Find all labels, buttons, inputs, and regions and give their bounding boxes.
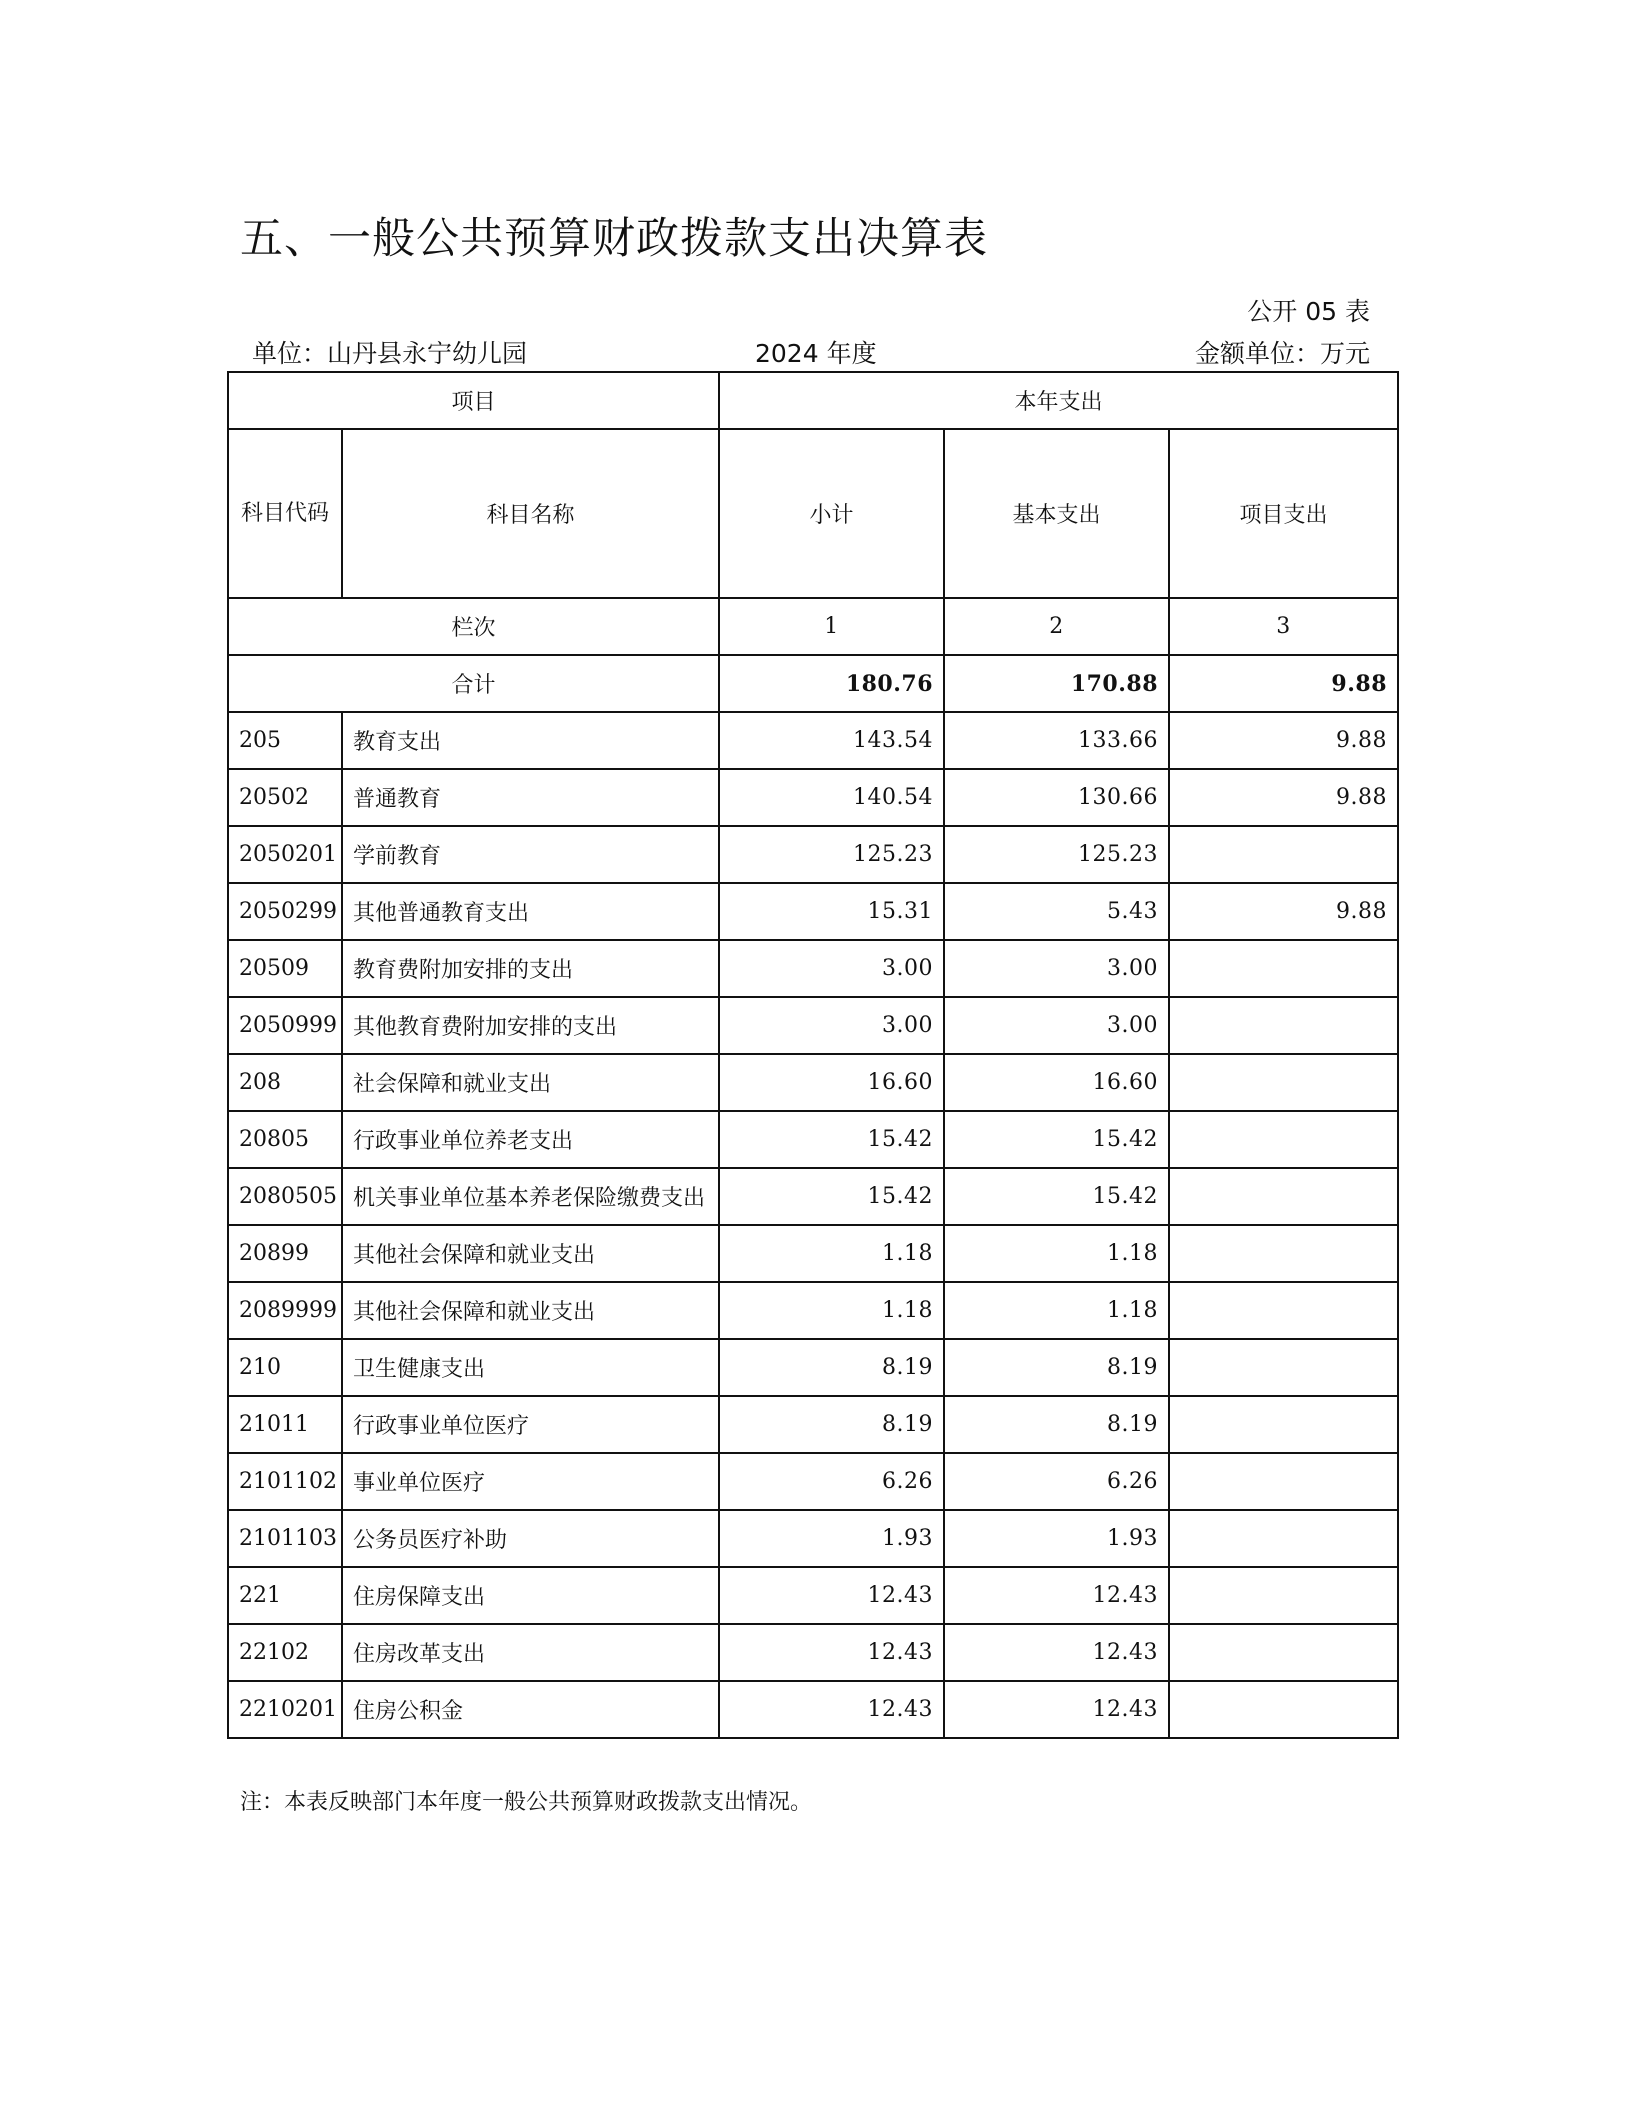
row-project bbox=[1169, 1510, 1398, 1567]
total-row bbox=[228, 655, 1398, 712]
row-code: 205 bbox=[228, 712, 342, 769]
table-row bbox=[228, 1111, 1398, 1168]
row-basic: 1.93 bbox=[944, 1510, 1169, 1567]
row-code: 20502 bbox=[228, 769, 342, 826]
column-2-index: 2 bbox=[944, 598, 1169, 655]
column-order-row bbox=[228, 598, 1398, 655]
table-row bbox=[228, 769, 1398, 826]
table-row bbox=[228, 1054, 1398, 1111]
row-project bbox=[1169, 1453, 1398, 1510]
row-name: 事业单位医疗 bbox=[342, 1453, 719, 1510]
row-code: 2050999 bbox=[228, 997, 342, 1054]
row-basic: 130.66 bbox=[944, 769, 1169, 826]
row-project bbox=[1169, 940, 1398, 997]
header-current-year-expense: 本年支出 bbox=[719, 372, 1398, 429]
row-subtotal: 140.54 bbox=[719, 769, 944, 826]
fiscal-year: 2024 年度 bbox=[755, 339, 877, 368]
row-basic: 125.23 bbox=[944, 826, 1169, 883]
table-row bbox=[228, 1225, 1398, 1282]
row-name: 住房公积金 bbox=[342, 1681, 719, 1738]
row-code: 22102 bbox=[228, 1624, 342, 1681]
header-row-1 bbox=[228, 372, 1398, 429]
table-row bbox=[228, 1510, 1398, 1567]
row-code: 2080505 bbox=[228, 1168, 342, 1225]
page-title: 五、一般公共预算财政拨款支出决算表 bbox=[240, 214, 988, 264]
row-project bbox=[1169, 1225, 1398, 1282]
column-1-index: 1 bbox=[719, 598, 944, 655]
row-project bbox=[1169, 826, 1398, 883]
table-row bbox=[228, 826, 1398, 883]
form-number: 公开 05 表 bbox=[1247, 297, 1370, 326]
table-row bbox=[228, 712, 1398, 769]
table-row bbox=[228, 1168, 1398, 1225]
total-subtotal: 180.76 bbox=[719, 655, 944, 712]
row-basic: 12.43 bbox=[944, 1567, 1169, 1624]
row-code: 20805 bbox=[228, 1111, 342, 1168]
row-name: 学前教育 bbox=[342, 826, 719, 883]
row-project: 9.88 bbox=[1169, 712, 1398, 769]
row-basic: 15.42 bbox=[944, 1168, 1169, 1225]
table-row bbox=[228, 1396, 1398, 1453]
row-name: 机关事业单位基本养老保险缴费支出 bbox=[342, 1168, 719, 1225]
row-name: 公务员医疗补助 bbox=[342, 1510, 719, 1567]
row-code: 2101103 bbox=[228, 1510, 342, 1567]
table-row bbox=[228, 883, 1398, 940]
row-subtotal: 16.60 bbox=[719, 1054, 944, 1111]
row-subtotal: 12.43 bbox=[719, 1567, 944, 1624]
total-basic: 170.88 bbox=[944, 655, 1169, 712]
header-item: 项目 bbox=[228, 372, 719, 429]
row-subtotal: 8.19 bbox=[719, 1339, 944, 1396]
row-basic: 3.00 bbox=[944, 997, 1169, 1054]
row-subtotal: 3.00 bbox=[719, 940, 944, 997]
header-basic: 基本支出 bbox=[944, 429, 1169, 598]
column-3-index: 3 bbox=[1169, 598, 1398, 655]
table-row bbox=[228, 1282, 1398, 1339]
table-row bbox=[228, 997, 1398, 1054]
row-name: 教育费附加安排的支出 bbox=[342, 940, 719, 997]
row-code: 210 bbox=[228, 1339, 342, 1396]
table-row bbox=[228, 940, 1398, 997]
row-project bbox=[1169, 1339, 1398, 1396]
row-subtotal: 143.54 bbox=[719, 712, 944, 769]
header-subtotal: 小计 bbox=[719, 429, 944, 598]
column-order-label: 栏次 bbox=[228, 598, 719, 655]
table-row bbox=[228, 1624, 1398, 1681]
table-row bbox=[228, 1339, 1398, 1396]
row-name: 教育支出 bbox=[342, 712, 719, 769]
row-subtotal: 1.93 bbox=[719, 1510, 944, 1567]
row-basic: 12.43 bbox=[944, 1681, 1169, 1738]
row-subtotal: 125.23 bbox=[719, 826, 944, 883]
row-name: 行政事业单位养老支出 bbox=[342, 1111, 719, 1168]
row-name: 其他社会保障和就业支出 bbox=[342, 1225, 719, 1282]
row-subtotal: 3.00 bbox=[719, 997, 944, 1054]
row-name: 其他教育费附加安排的支出 bbox=[342, 997, 719, 1054]
row-code: 2210201 bbox=[228, 1681, 342, 1738]
row-code: 221 bbox=[228, 1567, 342, 1624]
unit-name: 单位：山丹县永宁幼儿园 bbox=[252, 339, 528, 368]
row-subtotal: 15.42 bbox=[719, 1111, 944, 1168]
row-basic: 8.19 bbox=[944, 1339, 1169, 1396]
money-unit: 金额单位：万元 bbox=[1194, 339, 1370, 368]
row-subtotal: 1.18 bbox=[719, 1282, 944, 1339]
row-basic: 8.19 bbox=[944, 1396, 1169, 1453]
row-name: 住房保障支出 bbox=[342, 1567, 719, 1624]
row-basic: 3.00 bbox=[944, 940, 1169, 997]
row-project bbox=[1169, 1111, 1398, 1168]
row-name: 其他社会保障和就业支出 bbox=[342, 1282, 719, 1339]
row-basic: 15.42 bbox=[944, 1111, 1169, 1168]
row-project bbox=[1169, 1624, 1398, 1681]
row-project bbox=[1169, 1168, 1398, 1225]
row-subtotal: 12.43 bbox=[719, 1681, 944, 1738]
row-code: 2050201 bbox=[228, 826, 342, 883]
row-code: 20899 bbox=[228, 1225, 342, 1282]
row-subtotal: 6.26 bbox=[719, 1453, 944, 1510]
row-basic: 1.18 bbox=[944, 1225, 1169, 1282]
row-basic: 5.43 bbox=[944, 883, 1169, 940]
row-subtotal: 8.19 bbox=[719, 1396, 944, 1453]
row-subtotal: 12.43 bbox=[719, 1624, 944, 1681]
table-row bbox=[228, 1681, 1398, 1738]
row-project: 9.88 bbox=[1169, 883, 1398, 940]
row-name: 其他普通教育支出 bbox=[342, 883, 719, 940]
row-basic: 1.18 bbox=[944, 1282, 1169, 1339]
row-project bbox=[1169, 1396, 1398, 1453]
total-label: 合计 bbox=[228, 655, 719, 712]
row-code: 208 bbox=[228, 1054, 342, 1111]
budget-table bbox=[227, 371, 1399, 1739]
row-code: 2101102 bbox=[228, 1453, 342, 1510]
row-code: 2050299 bbox=[228, 883, 342, 940]
row-basic: 12.43 bbox=[944, 1624, 1169, 1681]
header-row-2 bbox=[228, 429, 1398, 598]
row-name: 卫生健康支出 bbox=[342, 1339, 719, 1396]
table-row bbox=[228, 1567, 1398, 1624]
table-row bbox=[228, 1453, 1398, 1510]
header-name: 科目名称 bbox=[342, 429, 719, 598]
row-basic: 6.26 bbox=[944, 1453, 1169, 1510]
row-name: 住房改革支出 bbox=[342, 1624, 719, 1681]
row-name: 社会保障和就业支出 bbox=[342, 1054, 719, 1111]
row-project bbox=[1169, 1681, 1398, 1738]
row-subtotal: 1.18 bbox=[719, 1225, 944, 1282]
row-code: 20509 bbox=[228, 940, 342, 997]
row-basic: 16.60 bbox=[944, 1054, 1169, 1111]
row-project: 9.88 bbox=[1169, 769, 1398, 826]
row-code: 2089999 bbox=[228, 1282, 342, 1339]
header-code: 科目代码 bbox=[228, 429, 342, 598]
row-name: 普通教育 bbox=[342, 769, 719, 826]
row-project bbox=[1169, 1054, 1398, 1111]
row-subtotal: 15.42 bbox=[719, 1168, 944, 1225]
header-project: 项目支出 bbox=[1169, 429, 1398, 598]
total-project: 9.88 bbox=[1169, 655, 1398, 712]
row-basic: 133.66 bbox=[944, 712, 1169, 769]
row-project bbox=[1169, 1282, 1398, 1339]
footnote: 注：本表反映部门本年度一般公共预算财政拨款支出情况。 bbox=[240, 1790, 813, 1815]
row-project bbox=[1169, 1567, 1398, 1624]
row-name: 行政事业单位医疗 bbox=[342, 1396, 719, 1453]
row-code: 21011 bbox=[228, 1396, 342, 1453]
row-subtotal: 15.31 bbox=[719, 883, 944, 940]
row-project bbox=[1169, 997, 1398, 1054]
